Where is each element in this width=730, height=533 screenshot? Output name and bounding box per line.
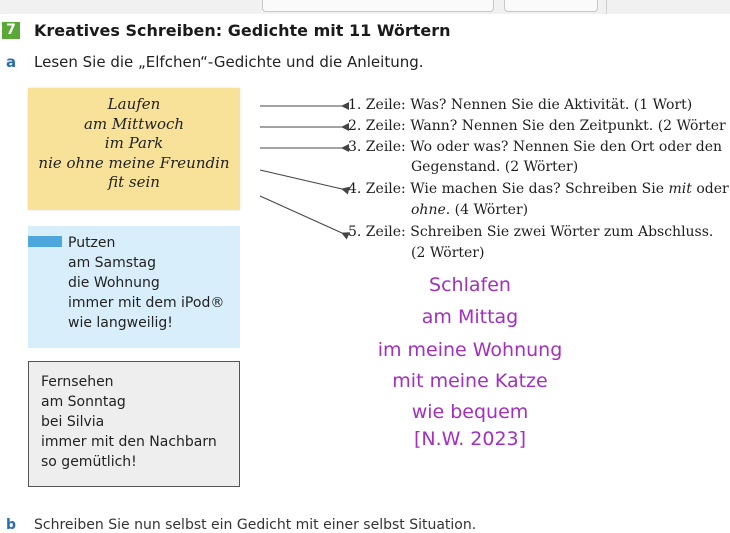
poem-line: fit sein bbox=[108, 173, 160, 191]
poem-line: im Park bbox=[104, 134, 164, 152]
arrow-line-5 bbox=[260, 196, 342, 233]
poem-line: am Samstag bbox=[68, 255, 157, 271]
handwritten-line: wie bequem bbox=[411, 401, 529, 423]
section-number-badge: 7 bbox=[2, 22, 20, 39]
poem-line: bei Silvia bbox=[41, 414, 105, 430]
subtask-label-b: b bbox=[6, 517, 17, 533]
poem-line: immer mit den Nachbarn bbox=[41, 434, 217, 450]
poem-line: Fernsehen bbox=[41, 374, 114, 390]
subtask-label-a: a bbox=[6, 53, 17, 71]
handwritten-line: am Mittag bbox=[421, 306, 519, 328]
handwritten-line: im meine Wohnung bbox=[377, 339, 563, 361]
poem-line: nie ohne meine Freundin bbox=[38, 153, 230, 172]
handwritten-line: [N.W. 2023] bbox=[413, 428, 527, 450]
arrow-line-4 bbox=[260, 170, 342, 189]
poem-line: Putzen bbox=[68, 235, 116, 251]
poem-line: wie langweilig! bbox=[68, 315, 173, 331]
poem-line: am Mittwoch bbox=[83, 114, 185, 133]
instruction-line-3: 3. Zeile: Wo oder was? Nennen Sie den Ort oder den bbox=[348, 139, 723, 155]
instruction-line-3-cont: Gegenstand. (2 Wörter) bbox=[411, 159, 579, 175]
instruction-line-1: 1. Zeile: Was? Nennen Sie die Aktivität. (1 Wort) bbox=[348, 97, 693, 113]
instruction-line-2: 2. Zeile: Wann? Nennen Sie den Zeitpunkt. (2 Wörter bbox=[348, 118, 726, 134]
subtask-b-instruction: Schreiben Sie nun selbst ein Gedicht mit einer selbst Situation. bbox=[34, 517, 477, 533]
instruction-line-4: 4. Zeile: Wie machen Sie das? Schreiben Sie mit oder bbox=[348, 181, 729, 197]
instruction-line-4-cont: ohne. (4 Wörter) bbox=[411, 202, 529, 218]
poem-line: die Wohnung bbox=[68, 275, 160, 291]
instruction-line-5-cont: (2 Wörter) bbox=[411, 245, 485, 261]
subtask-instruction: Lesen Sie die „Elfchen“-Gedichte und die Anleitung. bbox=[34, 53, 424, 71]
poem-line: am Sonntag bbox=[41, 394, 126, 410]
poem-line: immer mit dem iPod® bbox=[68, 295, 225, 311]
section-title: Kreatives Schreiben: Gedichte mit 11 Wörtern bbox=[34, 21, 451, 40]
instruction-line-5: 5. Zeile: Schreiben Sie zwei Wörter zum Abschluss. bbox=[348, 224, 714, 240]
handwritten-line: mit meine Katze bbox=[392, 370, 548, 392]
poem-line: Laufen bbox=[107, 95, 161, 113]
handwritten-line: Schlafen bbox=[429, 274, 511, 296]
poem-line: so gemütlich! bbox=[41, 454, 137, 470]
